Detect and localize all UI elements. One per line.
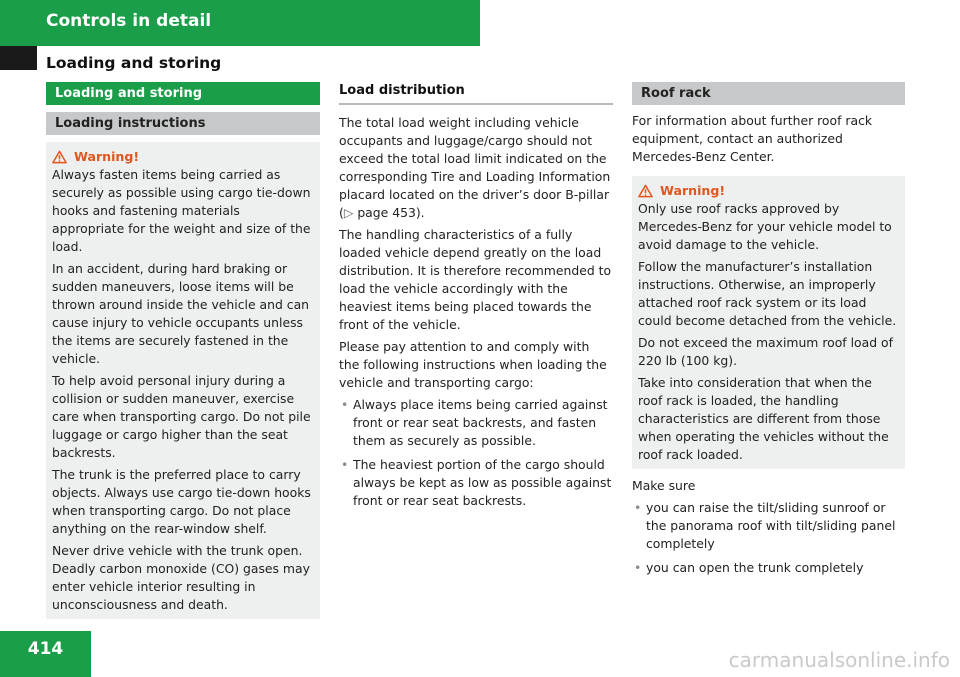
page-number: 414 (27, 639, 64, 659)
list-item-text: The heaviest portion of the cargo should always be kept as low as possible against front or rear seat backrests. (353, 457, 612, 508)
loading-instructions-heading: Loading instructions (46, 112, 320, 135)
watermark: carmanualsonline.info (728, 648, 950, 672)
page-reference-arrow-icon: ▷ (343, 205, 354, 220)
warning-title (638, 182, 899, 200)
list-item (632, 499, 905, 553)
warning-paragraph: Do not exceed the maximum roof load of 220 lb (100 kg). (638, 335, 893, 368)
roof-rack-heading: Roof rack (632, 82, 905, 105)
warning-title-text: Warning! (74, 149, 140, 164)
warning-box-loading (46, 142, 320, 619)
list-item-text: you can raise the tilt/sliding sunroof or the panorama roof with tilt/sliding panel completely (646, 500, 896, 551)
warning-triangle-icon (52, 150, 67, 164)
warning-paragraph: To help avoid personal injury during a collision or sudden maneuver, exercise care when transporting cargo. Do not pile luggage or cargo higher than the seat backrests. (52, 373, 311, 460)
warning-paragraph: Take into consideration that when the roof rack is loaded, the handling characteristics are different from those when operating the vehicles without the roof rack loaded. (638, 375, 889, 462)
bullet-dot-icon: • (634, 500, 642, 515)
warning-title (52, 148, 314, 166)
section-title: Loading and storing (46, 54, 222, 72)
warning-paragraph: Follow the manufacturer’s installation instructions. Otherwise, an improperly attached roof rack system or its load could become detached from the vehicle. (638, 259, 897, 328)
handling-paragraph: The handling characteristics of a fully loaded vehicle depend greatly on the load distribution. It is therefore recommended to load the vehicle accordingly with the heaviest items being placed towards the front of the vehicle. (339, 227, 612, 332)
warning-triangle-icon (638, 184, 653, 198)
paragraph-text: The total load weight including vehicle occupants and luggage/cargo should not exceed the total load limit indicated on the corresponding Tire and Loading Information placard located on the driver’s door B-pillar ( (339, 115, 611, 220)
loading-storing-heading: Loading and storing (46, 82, 320, 105)
list-item (339, 396, 613, 450)
warning-paragraph: Only use roof racks approved by Mercedes-Benz for your vehicle model to avoid damage to the vehicle. (638, 201, 892, 252)
bullet-dot-icon: • (634, 560, 642, 575)
bullet-dot-icon: • (341, 457, 349, 472)
list-item-text: you can open the trunk completely (646, 560, 864, 575)
load-distribution-heading: Load distribution (339, 82, 613, 105)
bullet-dot-icon: • (341, 397, 349, 412)
chapter-title: Controls in detail (46, 11, 212, 31)
list-item (632, 559, 905, 577)
list-item (339, 456, 613, 510)
column-right (632, 82, 905, 583)
warning-paragraph: Always fasten items being carried as securely as possible using cargo tie-down hooks and fastening materials appropriate for the weight and size of the load. (52, 167, 311, 254)
warning-paragraph: Never drive vehicle with the trunk open. Deadly carbon monoxide (CO) gases may enter vehicle interior resulting in unconsciousness and death. (52, 543, 310, 612)
warning-box-roof-rack (632, 176, 905, 469)
make-sure-label: Make sure (632, 478, 696, 493)
column-middle (339, 82, 613, 516)
section-tab (0, 46, 37, 70)
column-left (46, 82, 320, 619)
page-reference-link[interactable]: page 453). (353, 205, 425, 220)
warning-paragraph: In an accident, during hard braking or sudden maneuvers, loose items will be thrown around inside the vehicle and can cause injury to vehicle occupants unless the items are securely fastened in the vehicle. (52, 261, 310, 366)
instructions-paragraph: Please pay attention to and comply with the following instructions when loading the vehicle and transporting cargo: (339, 339, 607, 390)
roof-rack-intro: For information about further roof rack equipment, contact an authorized Mercedes-Benz Center. (632, 113, 873, 164)
warning-paragraph: The trunk is the preferred place to carry objects. Always use cargo tie-down hooks when transporting cargo. Do not place anything on the rear-window shelf. (52, 467, 311, 536)
warning-title-text: Warning! (660, 183, 726, 198)
list-item-text: Always place items being carried against front or rear seat backrests, and fasten them as securely as possible. (353, 397, 608, 448)
load-distribution-paragraph (339, 114, 613, 222)
